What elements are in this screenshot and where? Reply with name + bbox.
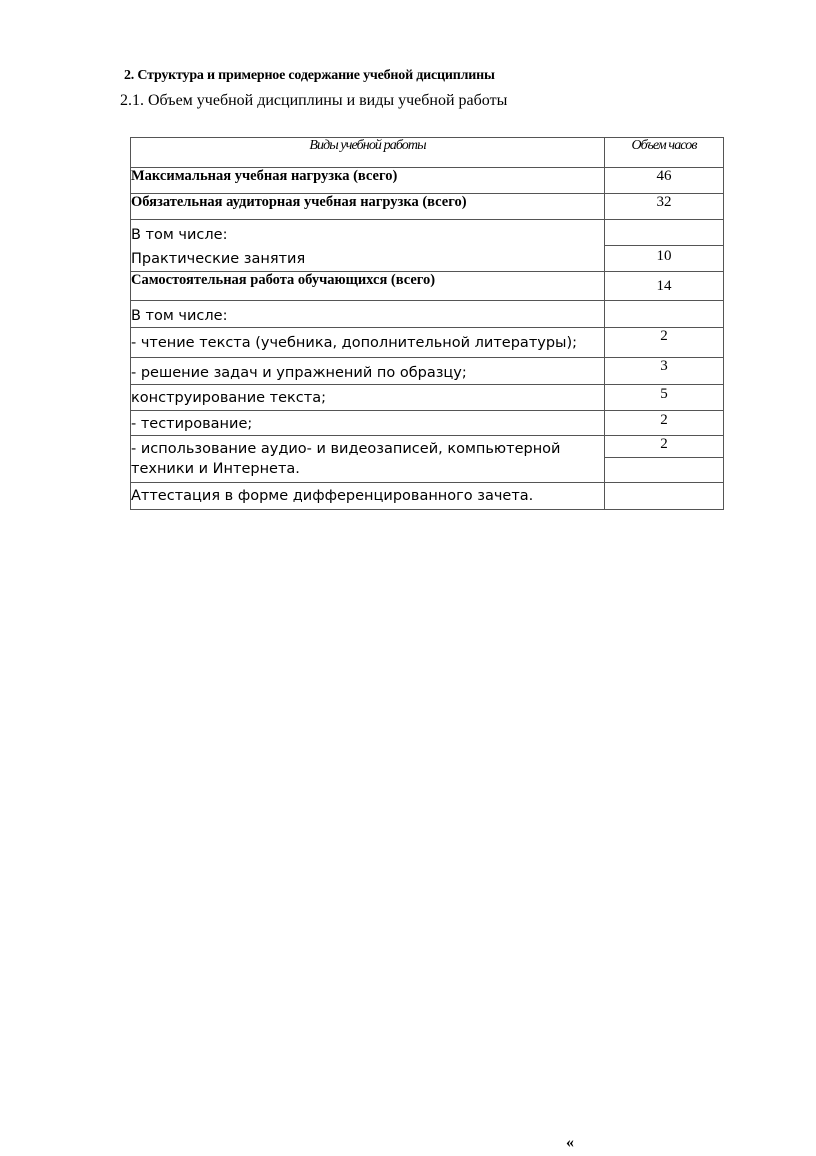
table-row	[131, 246, 724, 272]
row-label: В том числе:	[131, 220, 605, 246]
table-row	[131, 411, 724, 436]
table-row	[131, 358, 724, 385]
row-value: 3	[605, 358, 724, 385]
row-value: 2	[605, 411, 724, 436]
row-value: 10	[605, 246, 724, 272]
row-label: техники и Интернета.	[131, 457, 605, 482]
row-label: Практические занятия	[131, 246, 605, 272]
subsection-heading: 2.1. Объем учебной дисциплины и виды учебной работы	[120, 92, 508, 109]
row-value: 46	[605, 168, 724, 194]
header-work-types: Виды учебной работы	[131, 138, 605, 168]
table-row	[131, 194, 724, 220]
row-label	[131, 436, 605, 458]
row-label: Обязательная аудиторная учебная нагрузка (всего)	[131, 194, 605, 220]
table-row	[131, 436, 724, 458]
row-value: 14	[605, 272, 724, 301]
row-label: - решение задач и упражнений по образцу;	[131, 358, 605, 385]
table-row	[131, 385, 724, 411]
row-value: 2	[605, 436, 724, 458]
section-heading: 2. Структура и примерное содержание учебной дисциплины	[124, 68, 495, 83]
footer-quote-mark: «	[566, 1134, 574, 1151]
header-hours: Объем часов	[605, 138, 724, 168]
table-row	[131, 272, 724, 301]
table-row	[131, 482, 724, 509]
row-value	[605, 457, 724, 482]
table-row	[131, 168, 724, 194]
table-header-row	[131, 138, 724, 168]
row-label: Максимальная учебная нагрузка (всего)	[131, 168, 605, 194]
row-label: Самостоятельная работа обучающихся (всего)	[131, 272, 605, 301]
table-row	[131, 457, 724, 482]
row-value: 2	[605, 328, 724, 358]
row-label-text: - использование аудио- и видеозаписей, компьютерной	[131, 441, 561, 457]
row-label: - чтение текста (учебника, дополнительной литературы);	[131, 328, 605, 358]
row-label: - тестирование;	[131, 411, 605, 436]
row-value	[605, 220, 724, 246]
row-label: В том числе:	[131, 301, 605, 328]
row-value	[605, 301, 724, 328]
row-value: 32	[605, 194, 724, 220]
table-row	[131, 328, 724, 358]
row-value	[605, 482, 724, 509]
row-label: конструирование текста;	[131, 385, 605, 411]
row-value: 5	[605, 385, 724, 411]
table-row	[131, 301, 724, 328]
hours-table	[130, 137, 724, 510]
row-label: Аттестация в форме дифференцированного зачета.	[131, 482, 605, 509]
table-row	[131, 220, 724, 246]
